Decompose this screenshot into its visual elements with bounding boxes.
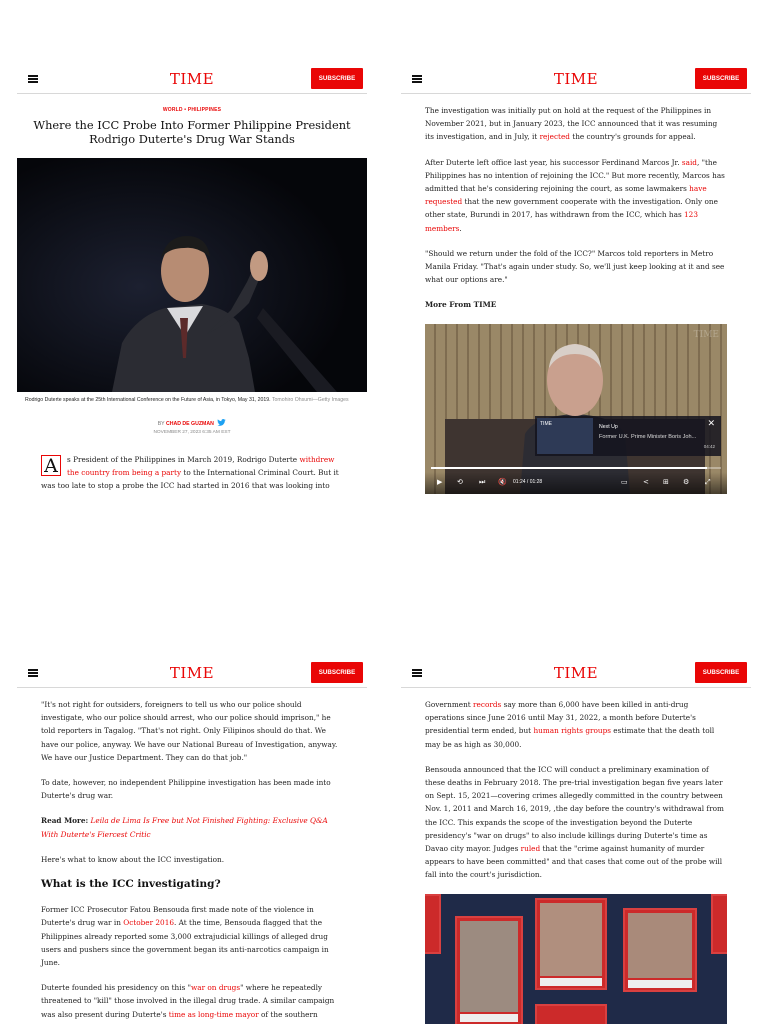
paragraph: [425, 156, 727, 235]
video-progress-bar[interactable]: [431, 467, 721, 469]
ruled-link[interactable]: ruled: [520, 844, 541, 854]
play-icon[interactable]: ▶: [437, 477, 443, 486]
article-body-1: [41, 453, 343, 493]
time-display: [513, 479, 542, 485]
october-2016-link[interactable]: October 2016: [123, 918, 174, 928]
paragraph: [41, 903, 343, 969]
article-body-4: [425, 698, 727, 882]
photo-frame: [711, 894, 727, 954]
photo-caption: [25, 397, 359, 405]
paragraph: [41, 981, 343, 1021]
current-time: 01:24: [513, 478, 526, 485]
records-link[interactable]: records: [473, 700, 502, 709]
caption-text: Rodrigo Duterte speaks at the 25th International Conference on the Future of Asia, in Tokyo, May 31, 2019.: [25, 397, 271, 403]
share-icon[interactable]: <: [643, 477, 649, 486]
byline-prefix: BY: [157, 420, 165, 427]
photo-frame: [455, 916, 523, 1024]
text-run: The investigation was initially put on hold at the request of the Philippines in November 2021, but in January 2023, the ICC announced that it was resuming its investigation, and in July, it: [425, 106, 718, 142]
time-logo[interactable]: TIME: [169, 664, 215, 682]
have-requested-link[interactable]: have requested: [425, 184, 707, 207]
text-run: s President of the Philippines in March 2019, Rodrigo Duterte: [67, 454, 300, 464]
settings-icon[interactable]: ⚙: [683, 477, 690, 486]
text-run: , "the Philippines has no intention of rejoining the ICC." But more recently, Marcos has admitted that he's considering rejoining the court, as some lawmakers: [425, 157, 725, 194]
paragraph: [425, 698, 727, 751]
section-heading: What is the ICC investigating?: [41, 878, 221, 891]
war-on-drugs-link[interactable]: war on drugs: [191, 983, 241, 993]
article-panel-1: [17, 64, 367, 534]
paragraph: [425, 104, 727, 144]
article-body-3: [41, 698, 343, 1021]
progress-fill: [431, 467, 707, 469]
next-icon[interactable]: ⏭: [479, 477, 486, 486]
lead-paragraph: [41, 453, 343, 493]
text-run: Former ICC Prosecutor Fatou Bensouda first made note of the violence in Duterte's drug war in: [41, 905, 314, 928]
replay-icon[interactable]: ⟲: [457, 477, 463, 486]
paragraph: [425, 763, 727, 882]
mayor-link[interactable]: time as long-time mayor: [168, 1009, 259, 1019]
fullscreen-icon[interactable]: ⤢: [705, 477, 711, 486]
hero-photo: [17, 158, 367, 392]
article-panel-3: [17, 658, 367, 1024]
text-run: to the International Criminal Court. But it was too late to stop a probe the ICC had started in 2016 that was looking into: [41, 467, 339, 490]
total-time: 01:28: [529, 478, 543, 485]
text-run: say more than 6,000 have been killed in anti-drug operations since June 2016 until May 31, 2022, a month before Duterte's presidential term ended, but: [425, 700, 696, 736]
site-header: [401, 64, 751, 94]
next-up-title[interactable]: Former U.K. Prime Minister Boris Joh...: [599, 433, 697, 440]
time-logo[interactable]: TIME: [169, 70, 215, 88]
subscribe-button[interactable]: SUBSCRIBE: [311, 662, 363, 683]
next-up-duration: 04:42: [703, 443, 715, 449]
thumb-logo: TIME: [540, 420, 552, 427]
article-headline: Where the ICC Probe Into Former Philippine President Rodrigo Duterte's Drug War Stands: [33, 118, 351, 146]
grid-icon[interactable]: ⊞: [663, 477, 669, 486]
text-run: After Duterte left office last year, his successor Ferdinand Marcos Jr.: [425, 157, 682, 167]
text-run: . At the time, Bensouda flagged that the Philippines already reported some 3,000 extrajudicial killings of alleged drug users and pushers since the government began its anti-narcotics campaign in June.: [41, 918, 329, 968]
photo-frame: [535, 1004, 607, 1024]
volume-icon[interactable]: 🔇: [498, 477, 507, 486]
text-run: Duterte founded his presidency on this ": [41, 983, 191, 993]
frame-nameplate: [460, 1014, 518, 1022]
photo-frame: [425, 894, 441, 954]
next-up-thumbnail[interactable]: [537, 418, 593, 454]
text-run: .: [459, 223, 462, 233]
time-logo[interactable]: TIME: [553, 70, 599, 88]
more-from-heading: More From TIME: [425, 300, 497, 310]
video-player[interactable]: [425, 324, 727, 494]
time-logo[interactable]: TIME: [553, 664, 599, 682]
paragraph: "It's not right for outsiders, foreigners to tell us who our police should investigate, who our police should arrest, who our police should imprison," he told reporters in Tagalog. "That's not right. Only Filipinos should do that. We have our police, anyway. We have our National Bureau of Investigation, anyway. We have our Justice Department. They can do that job.": [41, 700, 338, 762]
byline: [17, 419, 367, 427]
frame-nameplate: [540, 978, 602, 986]
photo-credit: Tomohiro Ohsumi—Getty Images: [271, 397, 349, 403]
members-link[interactable]: 123 members: [425, 210, 698, 233]
next-up-card[interactable]: [535, 416, 721, 456]
text-run: of the southern: [258, 1009, 318, 1019]
section-kicker[interactable]: WORLD • PHILIPPINES: [162, 107, 222, 113]
captions-icon[interactable]: ▭: [621, 477, 628, 486]
time-separator: /: [526, 478, 529, 485]
publish-date: NOVEMBER 27, 2023 6:35 AM EST: [153, 429, 231, 435]
read-more: [41, 814, 343, 840]
paragraph: Here's what to know about the ICC investigation.: [41, 854, 225, 864]
rejected-link[interactable]: rejected: [539, 132, 570, 142]
text-run: estimate that the death toll may be as high as 30,000.: [425, 726, 715, 749]
article-panel-2: [401, 64, 751, 534]
subscribe-button[interactable]: SUBSCRIBE: [311, 68, 363, 89]
site-header: [401, 658, 751, 688]
text-run: " where he repeatedly threatened to "kill" those involved in the illegal drug trade. A similar campaign was also present during Duterte's: [41, 983, 335, 1019]
text-run: Government: [425, 700, 474, 709]
twitter-icon[interactable]: [217, 419, 226, 426]
text-run: Bensouda announced that the ICC will conduct a preliminary examination of these deaths in February 2018. The pre-trial investigation began five years later on Sept. 15, 2021—covering crimes allegedly committed in the country between Nov. 1, 2011 and March 16, 2019, ,the day before the country's withdrawal from the ICC. This expands the scope of the investigation beyond the Duterte presidency's "war on drugs" to also include killings during Duterte's time as Davao city mayor. Judges: [425, 764, 724, 854]
paragraph: To date, however, no independent Philippine investigation has been made into Duterte's drug war.: [41, 778, 331, 801]
site-header: [17, 658, 367, 688]
article-body-2: [425, 104, 727, 312]
subscribe-button[interactable]: SUBSCRIBE: [695, 662, 747, 683]
subscribe-button[interactable]: SUBSCRIBE: [695, 68, 747, 89]
said-link[interactable]: said: [681, 157, 697, 167]
read-more-label: Read More:: [41, 816, 89, 826]
memorial-photo: [425, 894, 727, 1024]
frame-nameplate: [628, 980, 692, 988]
frame-portrait: [628, 913, 692, 978]
human-rights-groups-link[interactable]: human rights groups: [533, 726, 611, 736]
photo-frame: [623, 908, 697, 992]
site-header: [17, 64, 367, 94]
paragraph: "Should we return under the fold of the ICC?" Marcos told reporters in Metro Manila Friday. "That's again under study. So, we'll just keep looking at it and see what our options are.": [425, 248, 725, 285]
author-link[interactable]: CHAD DE GUZMAN: [165, 420, 214, 427]
drop-cap: A: [41, 455, 61, 476]
withdrew-link[interactable]: withdrew the country from being a party: [67, 454, 335, 477]
text-run: the country's grounds for appeal.: [569, 132, 696, 142]
text-run: that the new government cooperate with the investigation. Only one other state, Burundi in 2017, has withdrawn from the ICC, which has: [425, 197, 718, 220]
article-panel-4: [401, 658, 751, 1024]
close-icon[interactable]: ✕: [707, 418, 715, 429]
photo-frame: [535, 898, 607, 990]
frame-portrait: [540, 903, 602, 976]
next-up-label: Next Up: [599, 423, 618, 430]
text-run: that the "crime against humanity of murder appears to have been committed" and that cases that come out of the probe will fall into the court's jurisdiction.: [425, 844, 723, 880]
video-controls: [425, 472, 727, 494]
video-watermark: TIME: [693, 329, 719, 340]
frame-portrait: [460, 921, 518, 1012]
read-more-link[interactable]: Leila de Lima Is Free but Not Finished Fighting: Exclusive Q&A With Duterte's Fiercest Critic: [41, 816, 328, 839]
